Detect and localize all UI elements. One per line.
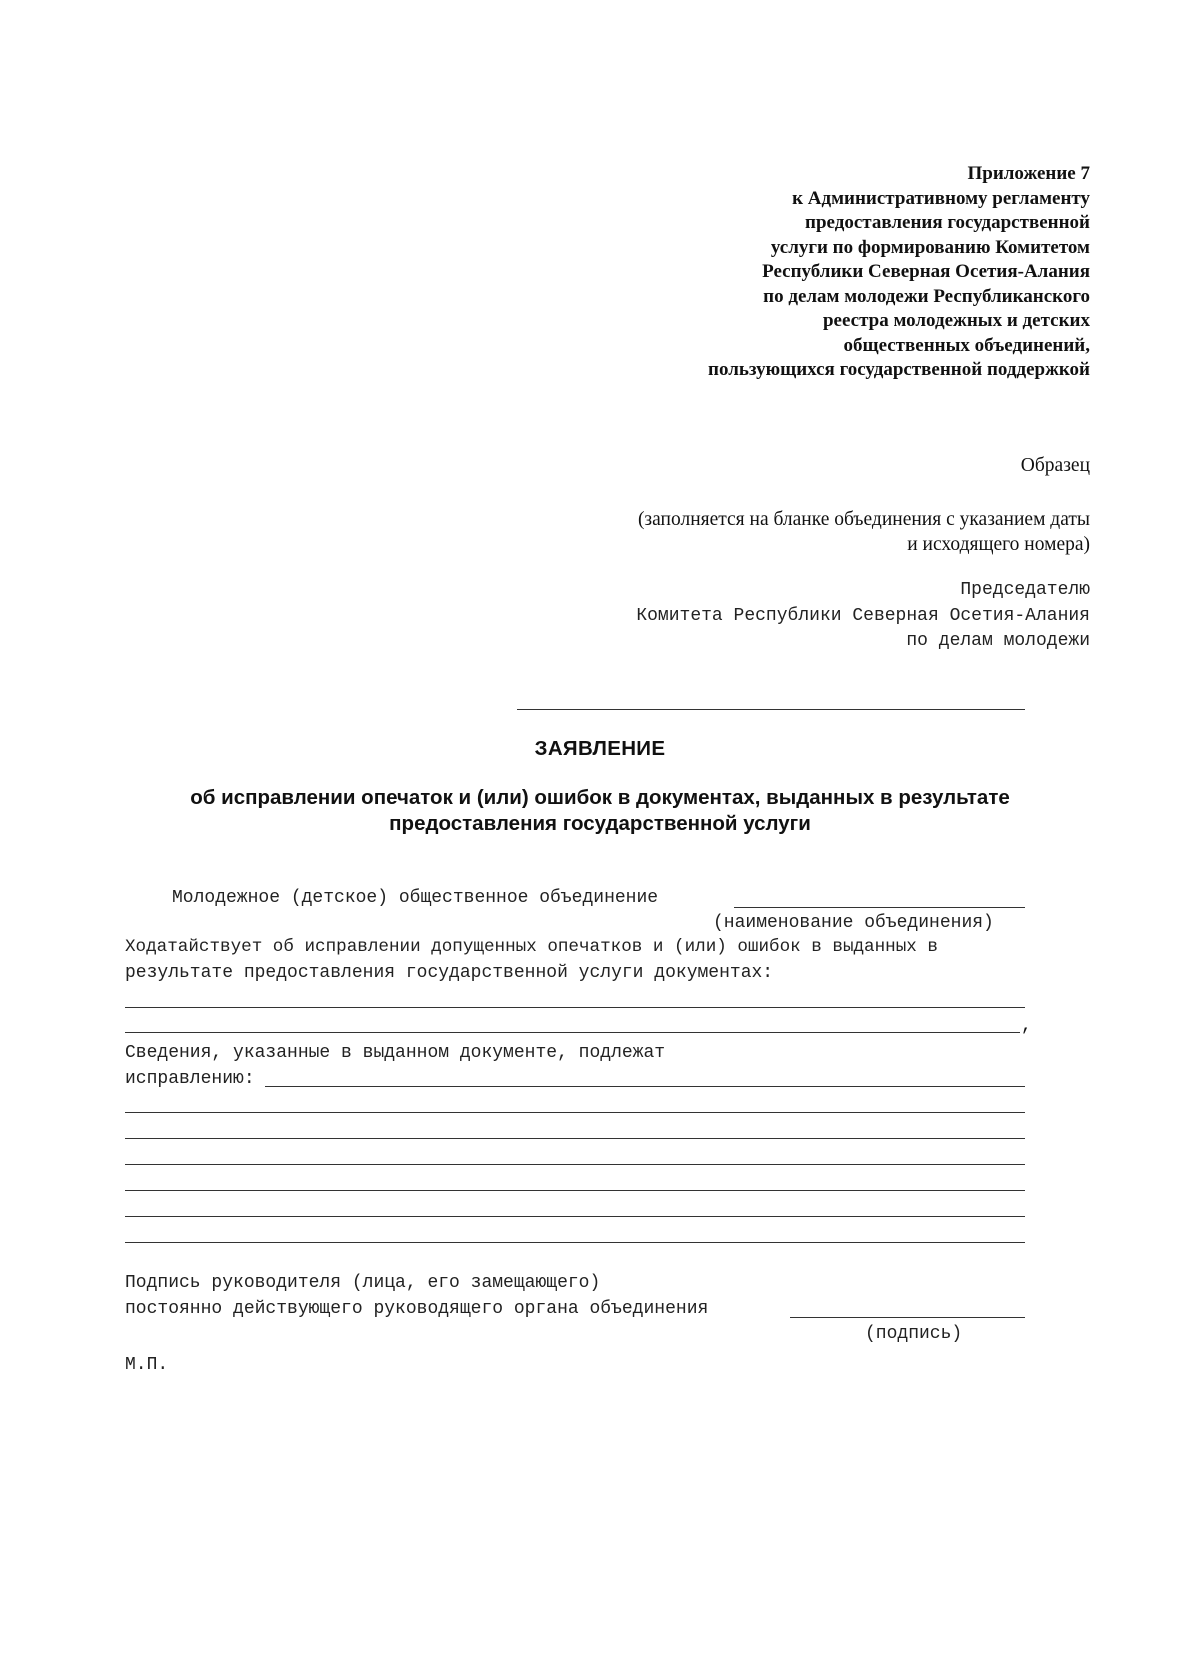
correction-info-label: исправлению: xyxy=(125,1069,255,1089)
appendix-line: к Административному регламенту xyxy=(792,187,1090,209)
fill-instructions-line: (заполняется на бланке объединения с указанием даты xyxy=(637,509,1090,530)
appendix-line: Приложение 7 xyxy=(967,163,1090,184)
correction-field-line[interactable] xyxy=(125,1164,1025,1165)
appendix-line: услуги по формированию Комитетом xyxy=(770,236,1090,258)
correction-field-line[interactable] xyxy=(125,1138,1025,1139)
subtitle-line: предоставления государственной услуги xyxy=(389,812,811,835)
recipient-name-field[interactable] xyxy=(517,709,1025,710)
fill-instructions-line: и исходящего номера) xyxy=(907,534,1090,555)
association-caption: (наименование объединения) xyxy=(713,913,994,933)
signature-field[interactable] xyxy=(790,1317,1025,1318)
signature-label: Подпись руководителя (лица, его замещающего) xyxy=(125,1273,601,1293)
fill-instructions xyxy=(638,507,1090,557)
recipient-block xyxy=(636,578,1090,655)
appendix-line: предоставления государственной xyxy=(805,212,1090,233)
appendix-line: по делам молодежи Республиканского xyxy=(763,285,1090,307)
appendix-line: Республики Северная Осетия-Алания xyxy=(762,261,1090,282)
petition-text-line: результате предоставления государственной услуги документах: xyxy=(125,963,774,983)
documents-field-line[interactable] xyxy=(125,1007,1025,1008)
correction-field-line[interactable] xyxy=(265,1086,1025,1087)
appendix-line: реестра молодежных и детских xyxy=(822,310,1090,331)
subtitle-line: об исправлении опечаток и (или) ошибок в документах, выданных в результате xyxy=(190,786,1010,809)
document-title: ЗАЯВЛЕНИЕ xyxy=(534,737,666,760)
comma-mark: , xyxy=(1021,1016,1032,1036)
petition-text-line: Ходатайствует об исправлении допущенных опечатков и (или) ошибок в выданных в xyxy=(125,937,938,957)
appendix-line: общественных объединений, xyxy=(843,334,1090,356)
recipient-line: по делам молодежи xyxy=(906,631,1090,651)
correction-field-line[interactable] xyxy=(125,1216,1025,1217)
document-subtitle xyxy=(0,785,1200,837)
correction-field-line[interactable] xyxy=(125,1190,1025,1191)
signature-label: постоянно действующего руководящего органа объединения xyxy=(125,1299,709,1319)
recipient-line: Председателю xyxy=(960,580,1090,600)
recipient-line: Комитета Республики Северная Осетия-Алания xyxy=(636,605,1090,626)
appendix-header xyxy=(530,162,1090,383)
sample-label: Образец xyxy=(1020,455,1090,476)
correction-field-line[interactable] xyxy=(125,1242,1025,1243)
correction-info-label: Сведения, указанные в выданном документе, подлежат xyxy=(125,1043,666,1063)
stamp-place-label: М.П. xyxy=(125,1355,169,1375)
association-name-field[interactable] xyxy=(734,907,1025,908)
association-label: Молодежное (детское) общественное объединение xyxy=(172,888,659,908)
signature-caption: (подпись) xyxy=(865,1324,963,1344)
appendix-line: пользующихся государственной поддержкой xyxy=(708,359,1090,380)
documents-field-line[interactable] xyxy=(125,1032,1020,1033)
correction-field-line[interactable] xyxy=(125,1112,1025,1113)
